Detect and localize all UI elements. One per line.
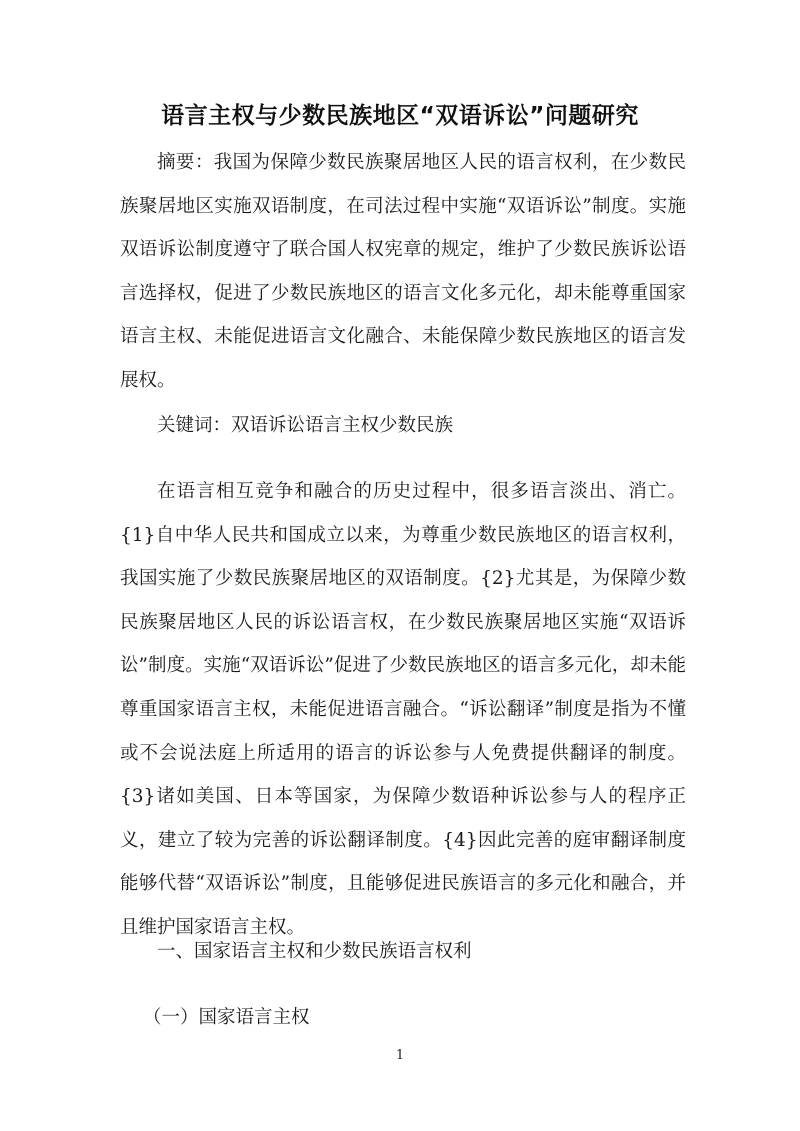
subsection-heading: （一）国家语言主权	[143, 1007, 310, 1028]
abstract-paragraph: 摘要：我国为保障少数民族聚居地区人民的语言权利，在少数民族聚居地区实施双语制度，在司法过程中实施“双语诉讼”制度。实施双语诉讼制度遵守了联合国人权宪章的规定，维护了少数民族诉讼语言选择权，促进了少数民族地区的语言文化多元化，却未能尊重国家语言主权、未能促进语言文化融合、未能保障少数民族地区的语言发展权。	[120, 152, 686, 391]
intro-paragraph: 在语言相互竞争和融合的历史过程中，很多语言淡出、消亡。{1}自中华人民共和国成立以来，为尊重少数民族地区的语言权利，我国实施了少数民族聚居地区的双语制度。{2}尤其是，为保障少数民族聚居地区人民的诉讼语言权，在少数民族聚居地区实施“双语诉讼”制度。实施“双语诉讼”促进了少数民族地区的语言多元化，却未能尊重国家语言主权，未能促进语言融合。“诉讼翻译”制度是指为不懂或不会说法庭上所适用的语言的诉讼参与人免费提供翻译的制度。{3}诸如美国、日本等国家，为保障少数语种诉讼参与人的程序正义，建立了较为完善的诉讼翻译制度。{4}因此完善的庭审翻译制度能够代替“双语诉讼”制度，且能够促进民族语言的多元化和融合，并且维护国家语言主权。	[120, 481, 686, 938]
keywords-text: 关键词：双语诉讼语言主权少数民族	[157, 415, 454, 436]
section-heading	[120, 930, 686, 974]
keywords-line	[120, 404, 686, 448]
section-heading-text: 一、国家语言主权和少数民族语言权利	[157, 941, 472, 962]
page-number: 1	[395, 1048, 405, 1063]
document-title: 语言主权与少数民族地区“双语诉讼”问题研究	[161, 103, 639, 129]
